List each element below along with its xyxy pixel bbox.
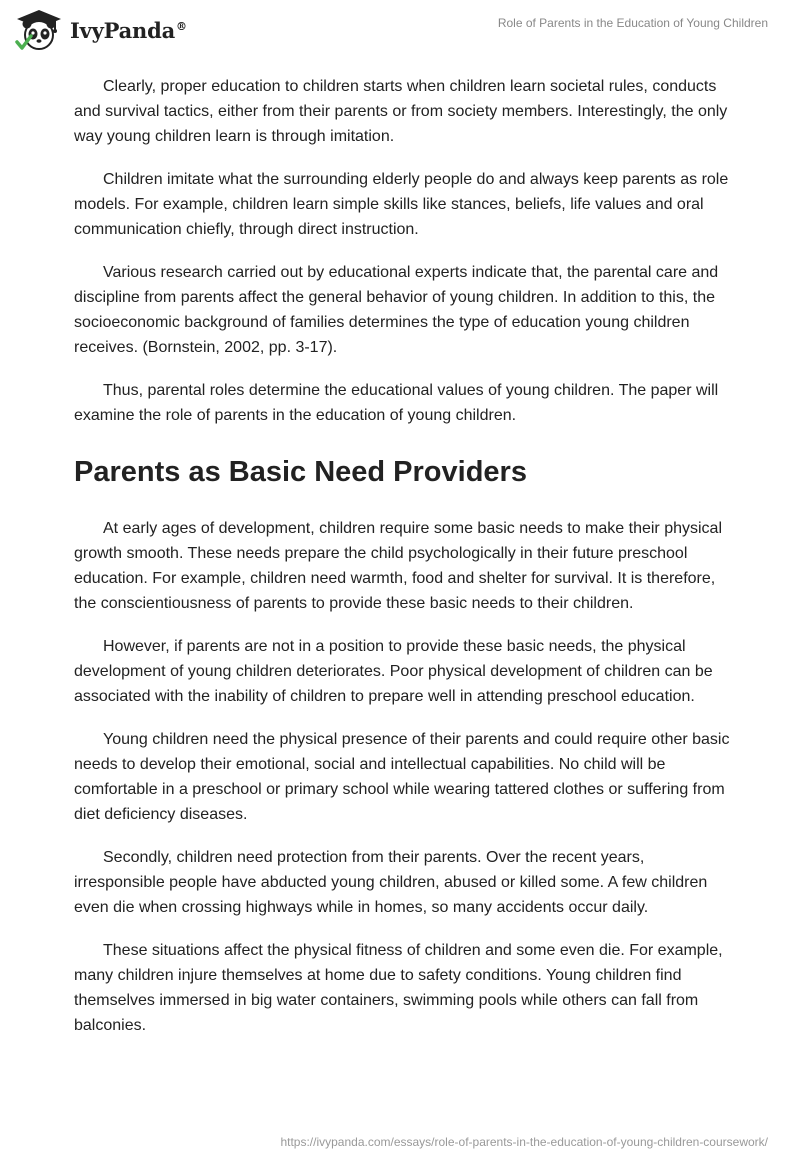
source-url[interactable]: https://ivypanda.com/essays/role-of-parents-in-the-education-of-young-children-coursework/ xyxy=(280,1135,768,1149)
brand-logo[interactable] xyxy=(14,8,187,52)
paragraph: Thus, parental roles determine the educational values of young children. The paper will examine the role of parents in the education of young children. xyxy=(74,382,719,424)
paragraph: Clearly, proper education to children starts when children learn societal rules, conducts and survival tactics, either from their parents or from society members. Interestingly, the only way young children learn is through imitation. xyxy=(74,78,728,145)
paragraph: However, if parents are not in a position to provide these basic needs, the physical development of young children deteriorates. Poor physical development of children can be associated with the inability of children to prepare well in attending preschool education. xyxy=(74,638,713,705)
panda-graduate-icon xyxy=(14,8,64,52)
page-header xyxy=(0,0,800,64)
section-heading: Parents as Basic Need Providers xyxy=(74,456,527,488)
essay-body xyxy=(74,74,734,1056)
paragraph: These situations affect the physical fitness of children and some even die. For example, many children injure themselves at home due to safety conditions. Young children find themselves immersed in big water containers, swimming pools while others can fall from balconies. xyxy=(74,942,723,1034)
paragraph: Various research carried out by educational experts indicate that, the parental care and discipline from parents affect the general behavior of young children. In addition to this, the socioeconomic background of families determines the type of education young children receives. (Bornstein, 2002, pp. 3-17). xyxy=(74,264,719,356)
paragraph: Young children need the physical presence of their parents and could require other basic needs to develop their emotional, social and intellectual capabilities. No child will be comfortable in a preschool or primary school while wearing tattered clothes or suffering from diet deficiency diseases. xyxy=(74,731,730,823)
paragraph: At early ages of development, children require some basic needs to make their physical growth smooth. These needs prepare the child psychologically in their future preschool education. For example, children need warmth, food and shelter for survival. It is therefore, the conscientiousness of parents to provide these basic needs to their children. xyxy=(74,520,722,612)
paragraph: Children imitate what the surrounding elderly people do and always keep parents as role models. For example, children learn simple skills like stances, beliefs, life values and oral communication chiefly, through direct instruction. xyxy=(74,171,729,238)
brand-name: IvyPanda® xyxy=(70,17,187,43)
paragraph: Secondly, children need protection from their parents. Over the recent years, irresponsible people have abducted young children, abused or killed some. A few children even die when crossing highways while in homes, so many accidents occur daily. xyxy=(74,849,708,916)
document-running-title: Role of Parents in the Education of Young Children xyxy=(497,16,768,30)
